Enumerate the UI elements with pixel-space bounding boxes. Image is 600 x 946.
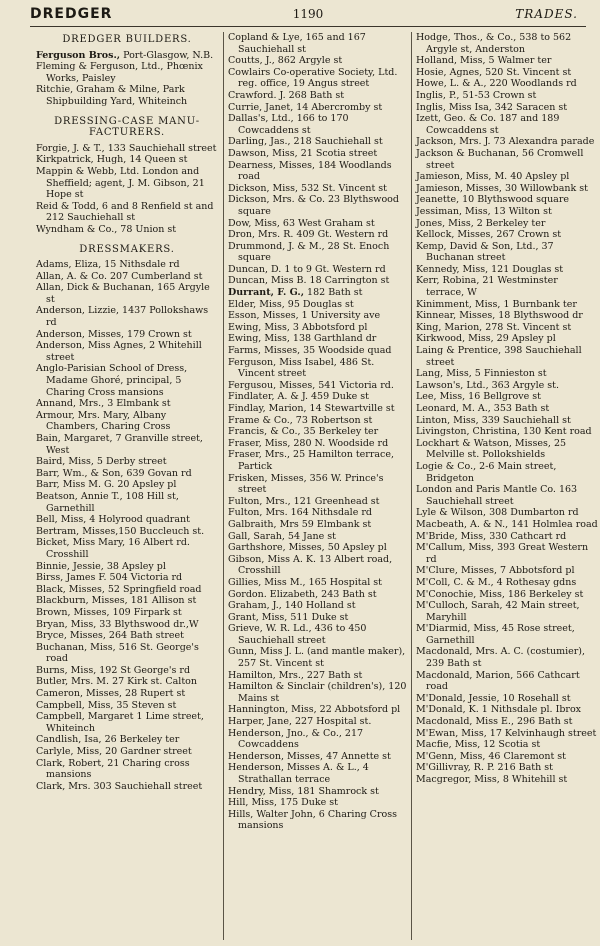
entry-text: Currie, Janet, 14 Abercromby st [228,101,383,113]
entry-text: Fulton, Mrs. 164 Nithsdale rd [228,507,372,519]
entry-text: Ferguson, Miss Isabel, 486 St. Vincent street [228,356,375,380]
directory-entry [228,275,410,287]
entry-text: Ewing, Miss, 3 Abbotsford pl [228,321,368,333]
entry-text: Dow, Miss, 63 West Graham st [228,217,375,229]
directory-entry: Buchanan, Miss, 516 St. George's road [36,641,199,665]
entry-text: Duncan, D. 1 to 9 Gt. Western rd [228,263,386,275]
directory-entry: Anderson, Lizzie, 1437 Pollokshaws rd [36,305,209,329]
column-3 [416,32,598,786]
directory-entry [228,438,410,450]
directory-entry [228,681,410,704]
entry-text: Coutts, J., 862 Argyle st [228,55,343,67]
directory-entry [228,345,410,357]
directory-entry: M'Culloch, Sarah, 42 Main street, Maryhill [416,600,580,623]
directory-entry [228,32,410,55]
directory-entry: M'Diarmid, Miss, 45 Rose street, Garnethill [416,623,575,646]
directory-entry: Bertram, Misses,150 Buccleuch st. [36,525,205,537]
directory-entry: Anderson, Miss Agnes, 2 Whitehill street [36,340,202,363]
directory-entry: Holland, Miss, 5 Walmer ter [416,55,552,67]
entry-text: Findlater, A. & J. 459 Duke st [228,391,369,403]
directory-entry: Armour, Mrs. Mary, Albany Chambers, Charing Cross [36,409,171,433]
directory-entry: Jeanette, 10 Blythswood square [416,194,570,206]
directory-entry: Clark, Robert, 21 Charing cross mansions [36,757,190,781]
directory-entry: Carlyle, Miss, 20 Gardner street [36,746,192,758]
directory-entry [228,160,410,183]
section-heading-dressing-case: DRESSING-CASE MANU-FACTURERS. [54,115,200,139]
directory-entry: Cameron, Misses, 28 Rupert st [36,688,186,700]
entry-text: Crawford. J. 268 Bath st [228,89,345,101]
directory-entry: Kinimment, Miss, 1 Burnbank ter [416,298,577,310]
directory-entry: Allan, A. & Co. 207 Cumberland st [36,270,203,282]
directory-entry: Jackson, Mrs. J. 73 Alexandra parade [416,136,595,148]
entry-text: Fleming & Ferguson, Ltd., Phœnix Works, Paisley [36,61,203,84]
directory-entry [228,194,410,217]
entry-text: Copland & Lye, 165 and 167 Sauchiehall st [228,32,366,55]
directory-entry: M'Ewan, Miss, 17 Kelvinhaugh street [416,727,597,739]
directory-entry: Lee, Miss, 16 Bellgrove st [416,391,541,403]
directory-entry: Lang, Miss, 5 Finnieston st [416,368,547,380]
entry-text: Gordon. Elizabeth, 243 Bath st [228,588,377,600]
directory-entry: M'Donald, K. 1 Nithsdale pl. Ibrox [416,704,582,716]
directory-entry: Kirkwood, Miss, 29 Apsley pl [416,333,556,345]
column-divider [411,32,412,940]
directory-entry [228,786,410,798]
directory-entry [36,61,218,84]
directory-entry: Izett, Geo. & Co. 187 and 189 Cowcaddens st [416,113,560,136]
page-number: 1190 [292,7,324,21]
entry-text: Grant, Miss, 511 Duke st [228,611,349,623]
directory-entry [228,310,410,322]
directory-entry [228,797,410,809]
directory-entry: Leonard, M. A., 353 Bath st [416,403,550,414]
entry-text: Hills, Walter John, 6 Charing Cross mansions [228,808,397,832]
directory-entry: Logie & Co., 2-6 Main street, Bridgeton [416,460,557,484]
directory-entry [228,646,410,669]
entry-text: Hamilton, Mrs., 227 Bath st [228,669,363,681]
entry-text: Duncan, Miss B. 18 Carrington st [228,275,390,287]
directory-entry [228,577,410,589]
directory-entry: Bain, Margaret, 7 Granville street, West [36,433,203,456]
entry-text: Dearness, Misses, 184 Woodlands road [228,159,392,183]
directory-entry [228,496,410,508]
entry-text: Ewing, Miss, 138 Garthland dr [228,333,377,345]
directory-entry: M'Coll, C. & M., 4 Rothesay gdns [416,576,577,588]
directory-entry [228,90,410,102]
directory-entry [228,136,410,148]
directory-entry [228,670,410,682]
directory-entry [228,751,410,763]
entry-text: Gall, Sarah, 54 Jane st [228,530,336,542]
entry-text: Fraser, Miss, 280 N. Woodside rd [228,437,389,449]
directory-entry: Kennedy, Miss, 121 Douglas st [416,263,564,275]
directory-entry: M'Clure, Misses, 7 Abbotsford pl [416,565,575,577]
directory-entry: Hodge, Thos., & Co., 538 to 562 Argyle st, Anderston [416,32,572,55]
directory-entry: Lyle & Wilson, 308 Dumbarton rd [416,507,579,519]
directory-entry: Jessiman, Miss, 13 Wilton st [416,205,552,217]
entry-text: 182 Bath st [304,287,363,299]
directory-entry [228,403,410,415]
entry-text: Cowlairs Co-operative Society, Ltd. reg. office, 19 Angus street [228,66,398,90]
entry-text: Dickson, Mrs. & Co. 23 Blythswood square [228,194,399,217]
entry-text: Francis, & Co., 35 Berkeley ter [228,426,379,438]
directory-entry: Lockhart & Watson, Misses, 25 Melville st. Pollokshields [416,437,567,461]
directory-entry: Birss, James F. 504 Victoria rd [36,572,183,584]
directory-entry: Inglis, Miss Isa, 342 Saracen st [416,101,568,113]
directory-entry: Reid & Todd, 6 and 8 Renfield st and 212 Sauchiehall st [36,200,214,224]
column-1 [36,32,218,792]
directory-entry [228,531,410,543]
directory-entry: Jones, Miss, 2 Berkeley ter [416,217,546,229]
directory-entry: Anderson, Misses, 179 Crown st [36,328,192,340]
directory-entry: Bryan, Miss, 33 Blythswood dr.,W [36,618,199,630]
directory-entry [228,623,410,646]
directory-entry: Jamieson, Misses, 30 Willowbank st [416,182,588,194]
directory-entry [228,554,410,577]
entry-text: Elder, Miss, 95 Douglas st [228,298,354,310]
directory-entry [228,67,410,90]
directory-entry [228,612,410,624]
entry-text: Henderson, Jno., & Co., 217 Cowcaddens [228,727,364,751]
directory-entry [228,241,410,264]
directory-entry: Macdonald, Marion, 566 Cathcart road [416,669,580,693]
directory-entry: Campbell, Miss, 35 Steven st [36,699,177,711]
directory-entry [228,716,410,728]
directory-entry [228,287,410,299]
entry-text: Gibson, Miss A. K. 13 Albert road, Crosshill [228,553,393,577]
directory-entry [228,113,410,136]
directory-entry: Campbell, Margaret 1 Lime street, Whiteinch [36,711,204,734]
directory-entry: M'Donald, Jessie, 10 Rosehall st [416,692,571,704]
entry-text: Drummond, J. & M., 28 St. Enoch square [228,240,390,264]
directory-entry [228,218,410,230]
directory-entry: Howe, L. & A., 220 Woodlands rd [416,78,577,90]
directory-entry: Adams, Eliza, 15 Nithsdale rd [36,259,180,271]
directory-entry: Jackson & Buchanan, 56 Cromwell street [416,147,584,171]
directory-entry: Macbeath, A. & N., 141 Holmlea road [416,518,598,530]
entry-text: Fergusou, Misses, 541 Victoria rd. [228,379,394,391]
entry-text: Garthshore, Misses, 50 Apsley pl [228,542,387,554]
entry-name-bold: Durrant, F. G., [228,287,305,299]
entry-text: Dallas's, Ltd., 166 to 170 Cowcaddens st [228,113,349,136]
directory-entry: Beatson, Annie T., 108 Hill st, Garnethill [36,490,179,514]
directory-entry: Laing & Prentice, 398 Sauchiehall street [416,345,582,368]
directory-entry [228,704,410,716]
directory-entry: Kellock, Misses, 267 Crown st [416,229,562,241]
directory-entry [228,183,410,195]
columns [36,32,598,940]
directory-entry [228,600,410,612]
directory-entry: Macfie, Miss, 12 Scotia st [416,739,541,751]
directory-entry [228,519,410,531]
entry-text: Gillies, Miss M., 165 Hospital st [228,576,382,588]
directory-entry [228,507,410,519]
directory-entry [228,333,410,345]
directory-entry: Burns, Miss, 192 St George's rd [36,664,191,676]
directory-entry [228,426,410,438]
directory-entry [228,809,410,832]
directory-entry [228,380,410,392]
directory-entry: M'Genn, Miss, 46 Claremont st [416,750,567,762]
entry-text: Grieve, W. R. Ld., 436 to 450 Sauchiehall street [228,623,367,646]
directory-entry [228,357,410,380]
directory-entry: Macdonald, Mrs. A. C. (costumier), 239 Bath st [416,646,586,670]
directory-entry [228,542,410,554]
directory-entry: Kemp, David & Son, Ltd., 37 Buchanan street [416,240,554,264]
directory-entry: Baird, Miss, 5 Derby street [36,456,167,468]
directory-entry [228,299,410,311]
directory-entry [228,148,410,160]
directory-entry [228,415,410,427]
directory-entry: Butler, Mrs. M. 27 Kirk st. Calton [36,676,197,688]
directory-entry: Macgregor, Miss, 8 Whitehill st [416,774,568,785]
directory-entry: M'Gillivray, R. P. 216 Bath st [416,762,553,774]
directory-entry [36,50,218,62]
directory-entry [228,728,410,751]
directory-entry [228,55,410,67]
entry-text: Esson, Misses, 1 University ave [228,310,381,322]
directory-entry: Blackburn, Misses, 181 Allison st [36,595,197,607]
running-head-left: DREDGER [30,6,113,22]
directory-entry: Binnie, Jessie, 38 Apsley pl [36,560,166,572]
directory-entry: London and Paris Mantle Co. 163 Sauchiehall street [416,484,578,507]
directory-entry: Livingston, Christina, 130 Kent road [416,426,592,438]
directory-entry: Brown, Misses, 109 Firpark st [36,606,182,618]
directory-entry [228,391,410,403]
directory-entry: Linton, Miss, 339 Sauchiehall st [416,414,571,426]
directory-entry [228,264,410,276]
directory-entry: M'Bride, Miss, 330 Cathcart rd [416,530,567,542]
directory-entry: Macdonald, Miss E., 296 Bath st [416,716,573,728]
entry-text: Henderson, Misses, 47 Annette st [228,750,391,762]
directory-entry [228,449,410,472]
entry-text: Fulton, Mrs., 121 Greenhead st [228,495,380,507]
directory-entry: Wyndham & Co., 78 Union st [36,223,177,235]
directory-entry: Bicket, Miss Mary, 16 Albert rd. Crosshill [36,537,190,560]
directory-entry [228,473,410,496]
directory-entry: Lawson's, Ltd., 363 Argyle st. [416,379,560,391]
directory-entry: Hosie, Agnes, 520 St. Vincent st [416,66,572,78]
entry-text: Graham, J., 140 Holland st [228,600,356,612]
entry-text: Hendry, Miss, 181 Shamrock st [228,785,379,797]
column-divider [223,32,224,940]
directory-entry: Annand, Mrs., 3 Elmbank st [36,398,171,410]
entry-text: Dron, Mrs. R. 409 Gt. Western rd [228,229,389,241]
directory-entry: Kerr, Robina, 21 Westminster terrace, W [416,275,558,299]
directory-entry: Bryce, Misses, 264 Bath street [36,630,184,642]
entry-text: Port-Glasgow, N.B. [120,49,214,61]
directory-entry: Barr, Wm., & Son, 639 Govan rd [36,467,192,479]
column-2 [228,32,410,832]
directory-entry [228,762,410,785]
directory-entry [228,589,410,601]
entry-text: Farms, Misses, 35 Woodside quad [228,345,392,357]
entry-text: Henderson, Misses A. & L., 4 Strathallan terrace [228,762,369,785]
directory-entry [228,229,410,241]
directory-entry: Barr, Miss M. G. 20 Apsley pl [36,479,177,491]
directory-entry [228,102,410,114]
directory-entry: Inglis, P., 51-53 Crown st [416,89,537,101]
entry-text: Ritchie, Graham & Milne, Park Shipbuilding Yard, Whiteinch [36,84,188,107]
directory-entry: Kirkpatrick, Hugh, 14 Queen st [36,154,188,166]
entry-text: Dickson, Miss, 532 St. Vincent st [228,182,387,194]
entry-text: Hamilton & Sinclair (children's), 120 Mains st [228,681,407,704]
entry-name-bold: Ferguson Bros., [36,49,121,61]
directory-entry: Allan, Dick & Buchanan, 165 Argyle st [36,282,210,305]
entry-text: Hill, Miss, 175 Duke st [228,797,338,809]
entry-text: Galbraith, Mrs 59 Elmbank st [228,518,372,530]
directory-entry: King, Marion, 278 St. Vincent st [416,321,572,333]
directory-entry: Candlish, Isa, 26 Berkeley ter [36,734,180,746]
entry-text: Hannington, Miss, 22 Abbotsford pl [228,704,401,716]
section-heading-dressmakers: DRESSMAKERS. [79,243,175,255]
directory-entry [36,84,218,107]
entry-text: Darling, Jas., 218 Sauchiehall st [228,136,383,148]
directory-entry: M'Callum, Miss, 393 Great Western rd [416,542,589,565]
directory-entry: Jamieson, Miss, M. 40 Apsley pl [416,171,570,183]
directory-entry: Bell, Miss, 4 Holyrood quadrant [36,514,190,526]
page-header [30,4,586,27]
directory-entry: Anglo-Parisian School of Dress, Madame Ghoré, principal, 5 Charing Cross mansions [36,363,188,398]
section-heading-dredger-builders: DREDGER BUILDERS. [62,34,192,45]
entry-text: Frisken, Misses, 356 W. Prince's street [228,472,384,496]
entry-text: Dawson, Miss, 21 Scotia street [228,147,378,159]
directory-entry: Mappin & Webb, Ltd. London and Sheffield; agent, J. M. Gibson, 21 Hope st [36,165,205,201]
directory-entry: M'Conochie, Miss, 186 Berkeley st [416,588,584,600]
entry-text: Fraser, Mrs., 25 Hamilton terrace, Partick [228,449,394,472]
directory-entry: Black, Misses, 52 Springfield road [36,583,202,595]
running-head-right: TRADES. [515,7,578,21]
directory-entry: Forgie, J. & T., 133 Sauchiehall street [36,142,217,154]
entry-text: Harper, Jane, 227 Hospital st. [228,716,372,728]
directory-entry [228,322,410,334]
directory-entry: Clark, Mrs. 303 Sauchiehall street [36,780,203,792]
directory-entry: Kinnear, Misses, 18 Blythswood dr [416,310,583,322]
entry-text: Gunn, Miss J. L. (and mantle maker), 257 St. Vincent st [228,646,406,670]
entry-text: Frame & Co., 73 Robertson st [228,414,373,426]
entry-text: Findlay, Marion, 14 Stewartville st [228,403,395,414]
